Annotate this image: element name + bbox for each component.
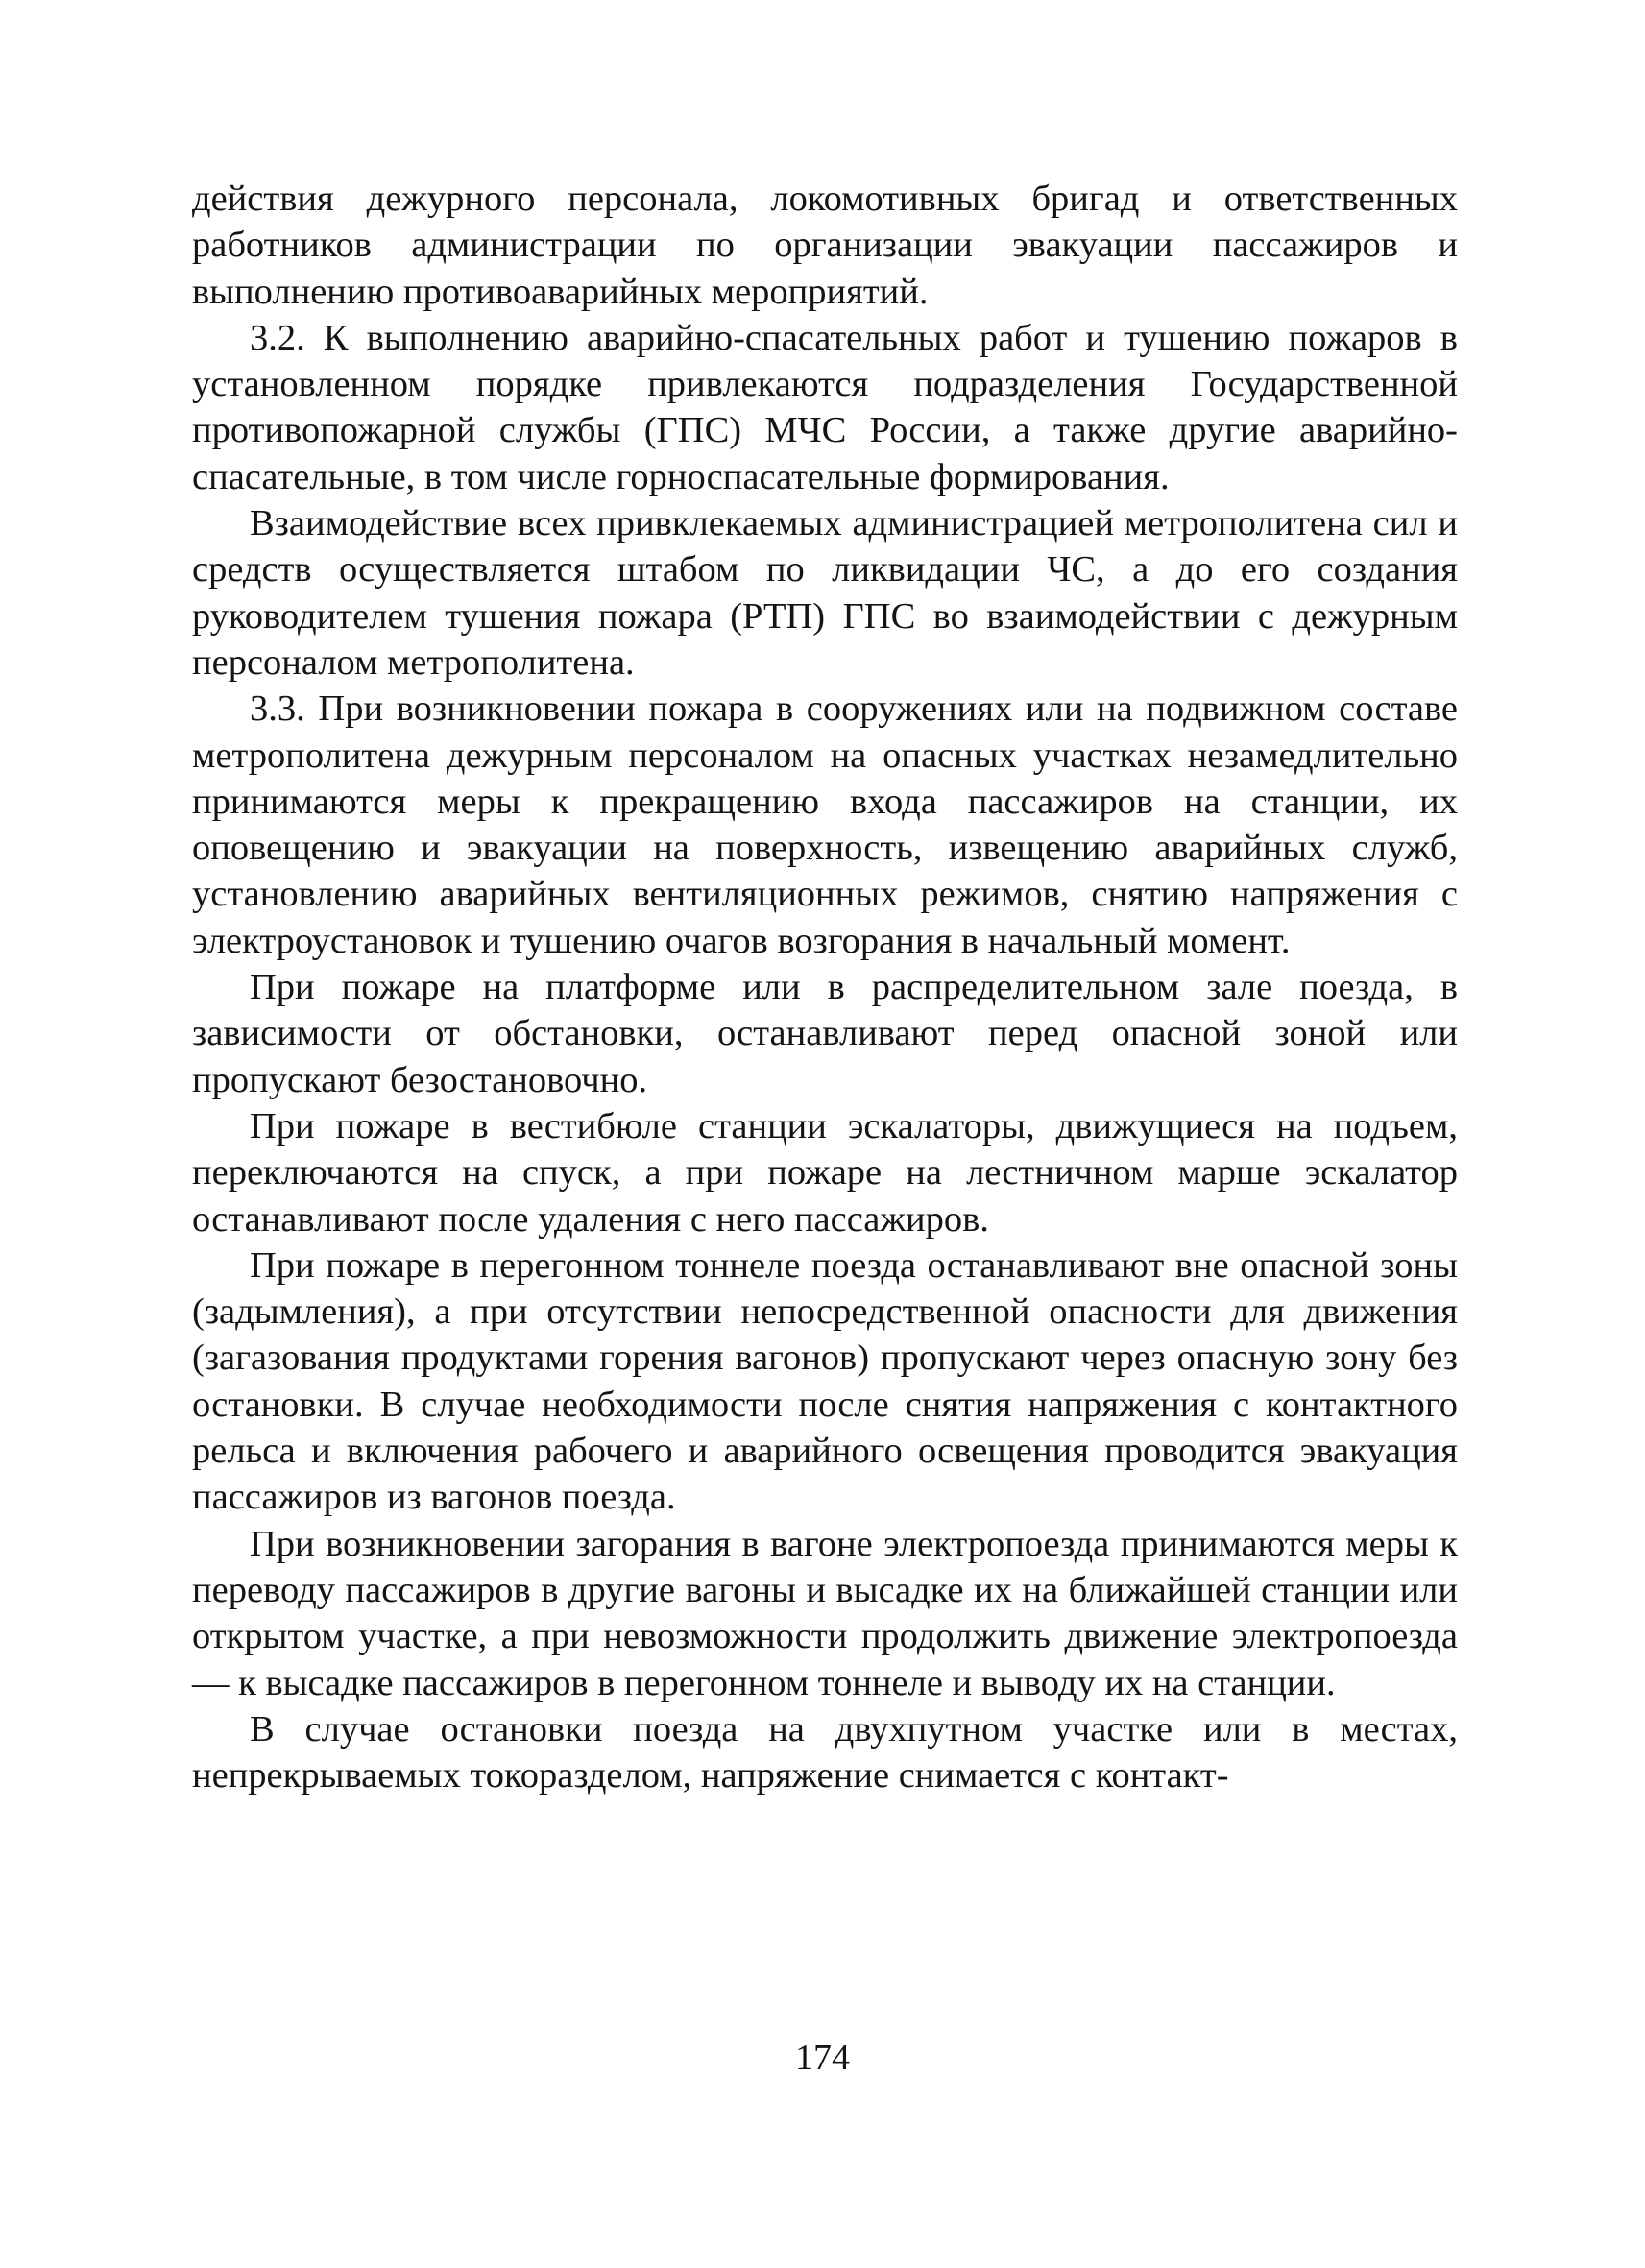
paragraph-platform-fire: При пожаре на платформе или в распределительном зале поезда, в зависимости от обстановки, останавливают перед опасной зоной или пропускают безостановочно. bbox=[192, 967, 1458, 1100]
paragraph-car-fire: При возникновении загорания в вагоне электропоезда принимаются меры к переводу пассажиров в другие вагоны и высадке их на ближайшей станции или открытом участке, а при невозможности продолжить движение электропоезда — к высадке пассажиров в перегонном тоннеле и выводу их на станции. bbox=[192, 1523, 1458, 1703]
paragraph-continuation: действия дежурного персонала, локомотивных бригад и ответственных работников администрации по организации эвакуации пассажиров и выполнению противоаварийных мероприятий. bbox=[192, 179, 1458, 312]
page-number: 174 bbox=[795, 2038, 850, 2078]
paragraph-section-3-3: 3.3. При возникновении пожара в сооружениях или на подвижном составе метрополитена дежурным персоналом на опасных участках незамедлительно принимаются меры к прекращению входа пассажиров на станции, их оповещению и эвакуации на поверхность, извещению аварийных служб, установлению аварийных вентиляционных режимов, снятию напряжения с электроустановок и тушению очагов возгорания в начальный момент. bbox=[192, 688, 1458, 961]
paragraph-interaction: Взаимодействие всех привклекаемых администрацией метрополитена сил и средств осуществляется штабом по ликвидации ЧС, а до его создания руководителем тушения пожара (РТП) ГПС во взаимодействии с дежурным персоналом метрополитена. bbox=[192, 503, 1458, 683]
paragraph-tunnel-fire: При пожаре в перегонном тоннеле поезда останавливают вне опасной зоны (задымления), а при отсутствии непосредственной опасности для движения (загазования продуктами горения вагонов) пропускают через опасную зону без остановки. В случае необходимости после снятия напряжения с контактного рельса и включения рабочего и аварийного освещения проводится эвакуация пассажиров из вагонов поезда. bbox=[192, 1244, 1458, 1518]
paragraph-section-3-2: 3.2. К выполнению аварийно-спасательных работ и тушению пожаров в установленном порядке привлекаются подразделения Государственной противопожарной службы (ГПС) МЧС России, а также другие аварийно-спасательные, в том числе горноспасательные формирования. bbox=[192, 317, 1458, 497]
paragraph-vestibule-fire: При пожаре в вестибюле станции эскалаторы, движущиеся на подъем, переключаются на спуск, а при пожаре на лестничном марше эскалатор останавливают после удаления с него пассажиров. bbox=[192, 1105, 1458, 1240]
body-text bbox=[192, 176, 1458, 1798]
paragraph-train-stop: В случае остановки поезда на двухпутном участке или в местах, непрекрываемых токоразделом, напряжение снимается с контакт- bbox=[192, 1708, 1458, 1797]
